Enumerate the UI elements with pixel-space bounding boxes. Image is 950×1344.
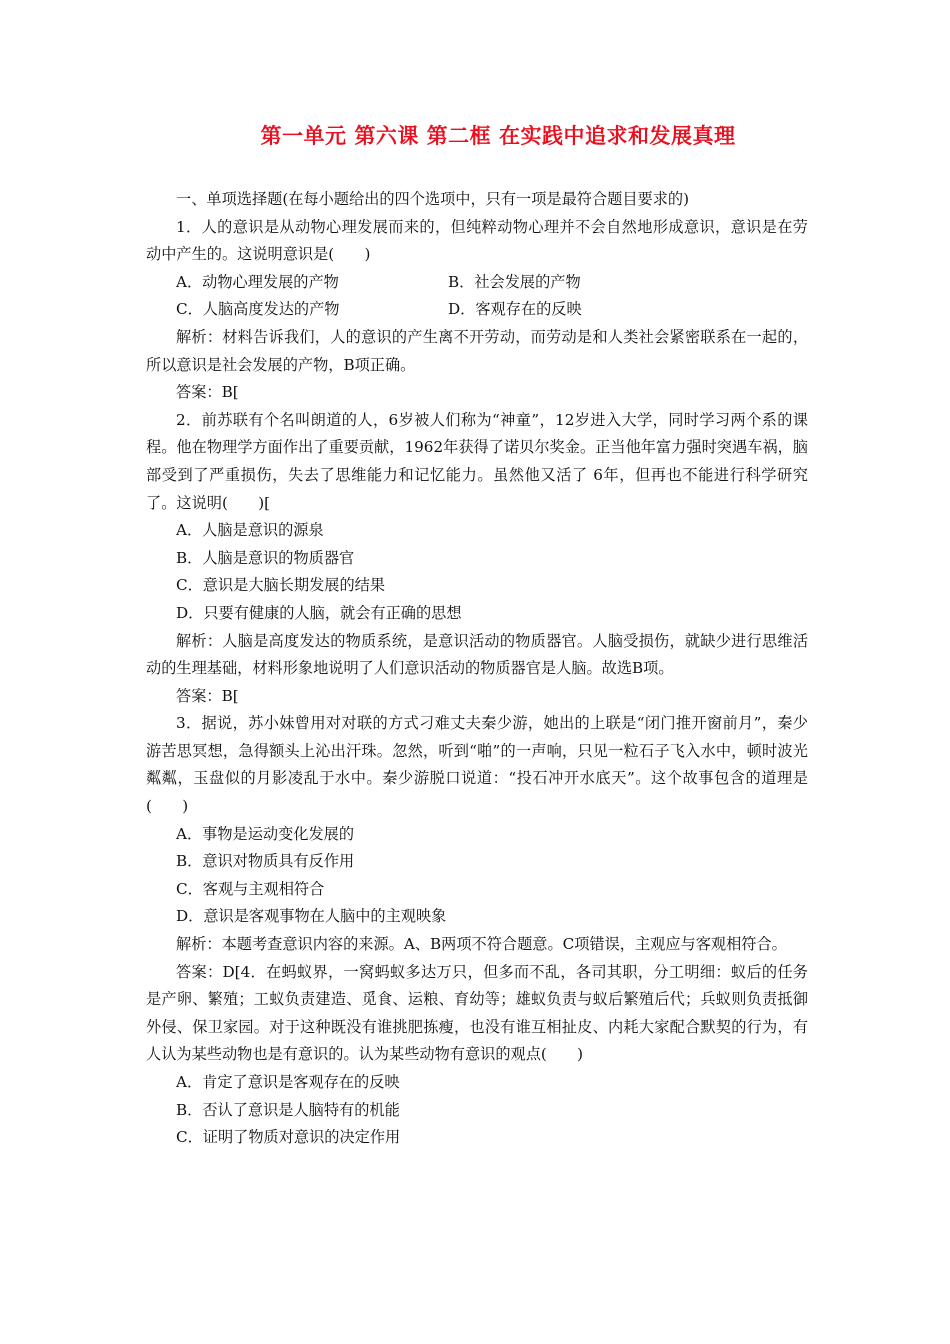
- document-body: [146, 186, 808, 1152]
- question-2-option-c: C．意识是大脑长期发展的结果: [176, 576, 386, 595]
- question-4-option-a: A．肯定了意识是客观存在的反映: [176, 1073, 400, 1091]
- question-3-stem: 3．据说，苏小妹曾用对对联的方式刁难丈夫秦少游，她出的上联是“闭门推开窗前月”，秦少游苦思冥想，急得额头上沁出汗珠。忽然，听到“啪”的一声响，只见一粒石子飞入水中，顿时波光粼粼，玉盘似的月影凌乱于水中。秦少游脱口说道：“投石冲开水底天”。这个故事包含的道理是( ): [146, 714, 808, 816]
- question-1-option-d: D．客观存在的反映: [448, 300, 582, 319]
- question-3-answer-question-4-stem: 答案：D[4．在蚂蚁界，一窝蚂蚁多达万只，但多而不乱，各司其职，分工明细：蚁后的任务是产卵、繁殖；工蚁负责建造、觅食、运粮、育幼等；雄蚁负责与蚁后繁殖后代；兵蚁则负责抵御外侵、保卫家园。对于这种既没有谁挑肥拣瘦，也没有谁互相扯皮、内耗大家配合默契的行为，有人认为某些动物也是有意识的。认为某些动物有意识的观点( ): [146, 962, 808, 1064]
- question-2-stem: 2．前苏联有个名叫朗道的人，6岁被人们称为“神童”，12岁进入大学，同时学习两个系的课程。他在物理学方面作出了重要贡献，1962年获得了诺贝尔奖金。正当他年富力强时突遇车祸，脑部受到了严重损伤，失去了思维能力和记忆能力。虽然他又活了 6年，但再也不能进行科学研究了。这说明( )[: [146, 410, 808, 512]
- question-1-options-row-2: [146, 296, 808, 324]
- question-1-options-row-1: [146, 269, 808, 297]
- question-2-analysis: 解析：人脑是高度发达的物质系统，是意识活动的物质器官。人脑受损伤，就缺少进行思维活动的生理基础，材料形象地说明了人们意识活动的物质器官是人脑。故选B项。: [146, 631, 808, 678]
- question-4-option-c: C．证明了物质对意识的决定作用: [176, 1128, 401, 1147]
- question-4-option-b: B．否认了意识是人脑特有的机能: [176, 1100, 400, 1119]
- question-1-answer: 答案：B[: [176, 383, 239, 402]
- question-2-option-d: D．只要有健康的人脑，就会有正确的思想: [176, 603, 462, 622]
- question-3-option-c: C．客观与主观相符合: [176, 879, 325, 898]
- question-1-option-c: C．人脑高度发达的产物: [176, 300, 340, 319]
- question-3-analysis: 解析：本题考查意识内容的来源。A、B两项不符合题意。C项错误，主观应与客观相符合。: [176, 935, 787, 954]
- question-2-option-a: A．人脑是意识的源泉: [176, 521, 324, 540]
- question-1-option-b: B．社会发展的产物: [448, 272, 581, 291]
- question-3-option-a: A．事物是运动变化发展的: [176, 824, 355, 843]
- question-1-stem: 1．人的意识是从动物心理发展而来的，但纯粹动物心理并不会自然地形成意识，意识是在劳动中产生的。这说明意识是( ): [146, 217, 808, 264]
- question-2-option-b: B．人脑是意识的物质器官: [176, 548, 355, 567]
- question-2-answer: 答案：B[: [176, 686, 239, 705]
- question-1-analysis: 解析：材料告诉我们，人的意识的产生离不开劳动，而劳动是和人类社会紧密联系在一起的，所以意识是社会发展的产物，B项正确。: [146, 327, 808, 374]
- section-heading: 一、单项选择题(在每小题给出的四个选项中，只有一项是最符合题目要求的): [176, 190, 690, 208]
- question-3-option-d: D．意识是客观事物在人脑中的主观映象: [176, 907, 447, 926]
- page-title: 第一单元 第六课 第二框 在实践中追求和发展真理: [260, 124, 736, 148]
- question-3-option-b: B．意识对物质具有反作用: [176, 852, 355, 871]
- question-1-option-a: A．动物心理发展的产物: [176, 272, 339, 291]
